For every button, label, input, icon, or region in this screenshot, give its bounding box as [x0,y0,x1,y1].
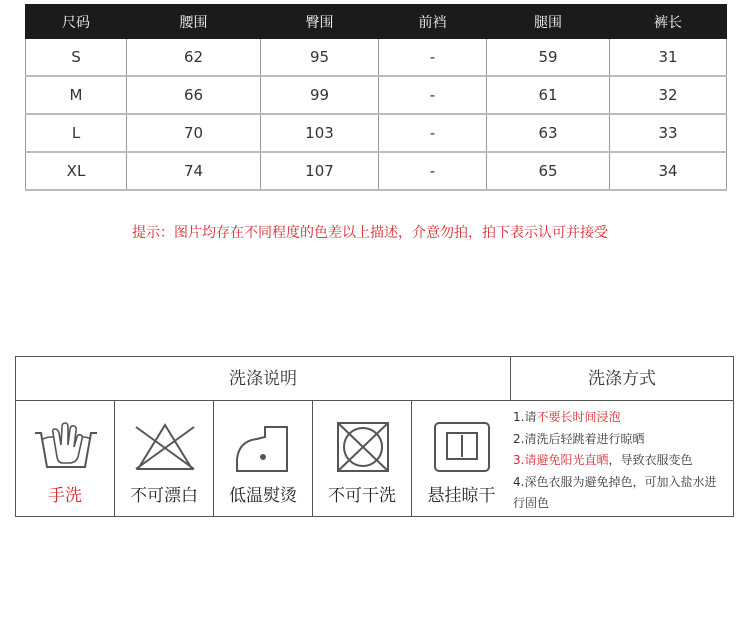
length-cell: 33 [610,114,727,152]
care-method-item: 3.请避免阳光直晒，导致衣服变色 [513,453,693,467]
thigh-cell: 65 [487,152,610,190]
hang-dry-label: 悬挂晾干 [427,486,496,506]
length-cell: 31 [610,39,727,77]
hip-cell: 107 [261,152,379,190]
hand-wash-icon [33,419,99,475]
thigh-cell: 63 [487,114,610,152]
header-waist: 腰围 [127,5,261,39]
table-row [26,76,727,114]
care-cell-no-dry-clean [313,401,412,516]
header-hip: 臀围 [261,5,379,39]
size-cell: M [26,76,127,114]
care-cell-low-iron [214,401,313,516]
header-length: 裤长 [610,5,727,39]
front-rise-cell: - [379,152,487,190]
hand-wash-label: 手洗 [48,486,82,506]
care-method-list [513,407,728,515]
no-bleach-icon [132,419,198,475]
color-difference-notice: 提示：图片均存在不同程度的色差以上描述，介意勿拍，拍下表示认可并接受 [132,225,608,241]
table-row [26,114,727,152]
waist-cell: 74 [127,152,261,190]
thigh-cell: 59 [487,39,610,77]
care-symbols-title: 洗涤说明 [16,357,511,401]
waist-cell: 62 [127,39,261,77]
care-method-item: 1.请不要长时间浸泡 [513,410,621,424]
low-iron-icon [231,419,297,475]
size-chart-header [26,5,727,39]
table-row [26,39,727,77]
length-cell: 32 [610,76,727,114]
table-row [26,152,727,190]
hip-cell: 103 [261,114,379,152]
care-method-item: 4.深色衣服为避免掉色，可加入盐水进行固色 [513,474,717,510]
waist-cell: 70 [127,114,261,152]
care-method-item: 2.清洗后轻跳着进行晾晒 [513,431,645,446]
header-size: 尺码 [26,5,127,39]
size-cell: L [26,114,127,152]
header-thigh: 腿围 [487,5,610,39]
length-cell: 34 [610,152,727,190]
care-method-title: 洗涤方式 [511,357,733,401]
size-cell: S [26,39,127,77]
header-front-rise: 前裆 [379,5,487,39]
care-symbols-row [16,401,511,516]
hip-cell: 99 [261,76,379,114]
care-cell-hang-dry [412,401,511,516]
care-instructions-table [15,356,734,517]
size-chart-table [25,4,727,191]
care-cell-no-bleach [115,401,214,516]
size-cell: XL [26,152,127,190]
thigh-cell: 61 [487,76,610,114]
no-bleach-label: 不可漂白 [130,486,198,506]
waist-cell: 66 [127,76,261,114]
care-cell-hand-wash [16,401,115,516]
low-iron-label: 低温熨烫 [229,486,297,506]
no-dry-clean-label: 不可干洗 [328,486,396,506]
hip-cell: 95 [261,39,379,77]
hang-dry-icon [429,419,495,475]
front-rise-cell: - [379,76,487,114]
no-dry-clean-icon [330,419,396,475]
front-rise-cell: - [379,39,487,77]
front-rise-cell: - [379,114,487,152]
